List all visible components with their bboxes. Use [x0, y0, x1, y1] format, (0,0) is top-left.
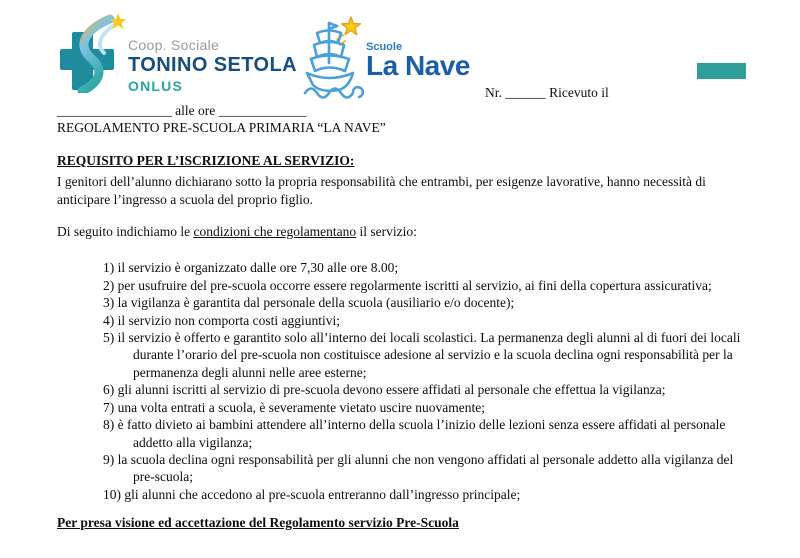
rule-item: 1) il servizio è organizzato dalle ore 7,30 alle ore 8.00; [103, 260, 399, 276]
rule-item: 6) gli alunni iscritti al servizio di pre-scuola devono essere affidati al personale che effettua la vigilanza; [103, 382, 666, 398]
rule-item: 2) per usufruire del pre-scuola occorre essere regolarmente iscritti al servizio, ai fini della copertura assicurativa; [103, 277, 712, 293]
intro-underlined-phrase: condizioni che regolamentano [193, 224, 357, 240]
scuole-label: Scuole [366, 41, 403, 53]
nr-ricevuto-line: Nr. ______ Ricevuto il [485, 85, 609, 100]
intro-prefix: Di seguito indichiamo le [57, 224, 194, 240]
fill-in-line: _________________ alle ore _____________ [57, 103, 307, 118]
teal-highlight-marker [697, 63, 746, 79]
sailing-ship-star-icon [303, 13, 367, 101]
rule-item: 4) il servizio non comporta costi aggiuntivi; [103, 312, 340, 328]
rule-item: 8) è fatto divieto ai bambini attendere all’interno della scuola l’inizio delle lezioni senza essere affidati al personale addetto alla vigilanza; [103, 417, 726, 450]
onlus-label: ONLUS [128, 78, 183, 94]
coop-sociale-label: Coop. Sociale [128, 37, 220, 53]
rule-item: 5) il servizio è offerto e garantito solo all’interno dei locali scolastici. La permanenza degli alunni al di fuori dei locali durante l’orario del pre-scuola non costituisce adesione al servizio e la scuola declina ogni responsabilità per la permanenza degli alunni nelle aree esterne; [103, 330, 741, 380]
intro-suffix: il servizio: [356, 224, 417, 240]
requisito-heading: REQUISITO PER L’ISCRIZIONE AL SERVIZIO: [57, 152, 355, 168]
rules-list [103, 259, 757, 503]
footer-heading: Per presa visione ed accettazione del Regolamento servizio Pre-Scuola [57, 515, 459, 531]
tonino-setola-logo-text [128, 37, 297, 94]
rule-item: 9) la scuola declina ogni responsabilità per gli alunni che non vengono affidati al personale addetto alla vigilanza del pre-scuola; [103, 451, 734, 485]
intro-line [57, 223, 757, 240]
cross-swirl-star-icon [60, 11, 136, 93]
org-name: TONINO SETOLA [128, 54, 297, 76]
rule-item: 7) una volta entrati a scuola, è severamente vietato uscire nuovamente; [103, 399, 485, 415]
la-nave-logo-text [366, 41, 470, 82]
rule-item: 3) la vigilanza è garantita dal personale della scuola (ausiliario e/o docente); [103, 295, 515, 311]
rule-item: 10) gli alunni che accedono al pre-scuola entreranno dall’ingresso principale; [103, 486, 521, 502]
requisito-paragraph: I genitori dell’alunno dichiarano sotto la propria responsabilità che entrambi, per esigenze lavorative, hanno necessità di anticipare l’ingresso a scuola del proprio figlio. [57, 174, 706, 207]
document-title: REGOLAMENTO PRE-SCUOLA PRIMARIA “LA NAVE” [57, 120, 386, 136]
lanave-name: La Nave [366, 50, 470, 81]
document-body [57, 102, 757, 532]
